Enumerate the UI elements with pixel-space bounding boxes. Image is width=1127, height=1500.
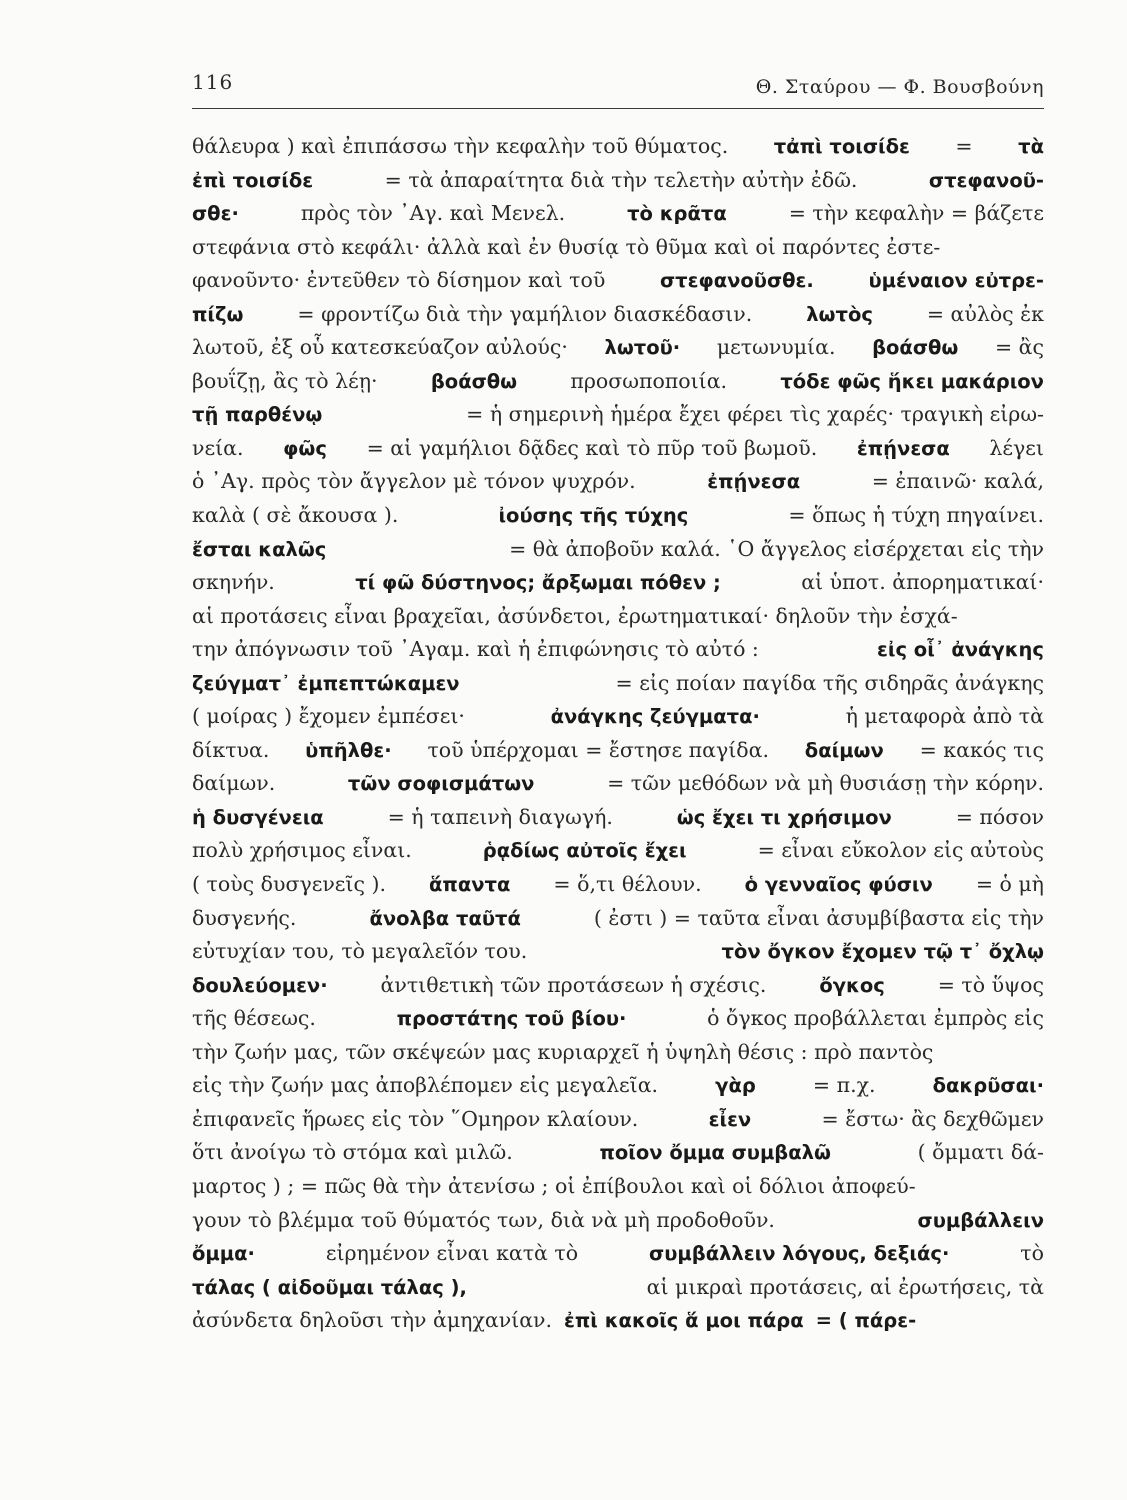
lemma-term: = ( πάρε- (815, 1309, 917, 1333)
lemma-term: γὰρ (715, 1074, 756, 1098)
gloss-text: νεία. (192, 435, 244, 460)
text-line (192, 1204, 1044, 1238)
text-line (192, 533, 1044, 567)
text-line (192, 1069, 1044, 1103)
text-line (192, 164, 1044, 198)
lemma-term: τὸ κρᾶτα (627, 202, 727, 226)
gloss-text: πρὸς τὸν ᾿Αγ. καὶ Μενελ. (300, 201, 566, 226)
text-line (192, 298, 1044, 332)
text-line (192, 1002, 1044, 1036)
gloss-text: ( μοίρας ) ἔχομεν ἐμπέσει· (192, 704, 465, 729)
text-line (192, 566, 1044, 600)
gloss-text: την ἀπόγνωσιν τοῦ ᾿Αγαμ. καὶ ἡ ἐπιφώνησις τὸ αὐτό : (192, 637, 759, 662)
lemma-term: συμβάλλειν λόγους, δεξιάς· (649, 1242, 950, 1266)
running-head: Θ. Σταύρου — Φ. Βουσβούνη (755, 76, 1044, 98)
lemma-term: ἰούσης τῆς τύχης (498, 504, 689, 528)
text-line (192, 1271, 1044, 1305)
text-line (192, 231, 1044, 265)
gloss-text: ( τοὺς δυσγενεῖς ). (192, 872, 386, 897)
lemma-term: εἰς οἷ᾽ ἀνάγκης (877, 638, 1044, 662)
text-line (192, 398, 1044, 432)
text-line (192, 197, 1044, 231)
lemma-term: εἶεν (708, 1107, 752, 1131)
lemma-term: στεφανοῦσθε. (659, 269, 814, 293)
lemma-term: δακρῦσαι· (932, 1074, 1044, 1098)
text-line (192, 331, 1044, 365)
gloss-text: τῆς θέσεως. (192, 1006, 316, 1031)
gloss-text: ὁ ὄγκος προβάλλεται ἐμπρὸς εἰς (707, 1006, 1044, 1031)
lemma-term: ἐπὶ κακοῖς ἅ μοι πάρα (564, 1309, 804, 1333)
text-line (192, 1170, 1044, 1204)
gloss-text: αἱ προτάσεις εἶναι βραχεῖαι, ἀσύνδετοι, ἐρωτηματικαί· δηλοῦν τὴν ἐσχά- (192, 603, 958, 628)
text-line (192, 767, 1044, 801)
gloss-text: ἐπιφανεῖς ἥρωες εἰς τὸν ῞Ομηρον κλαίουν. (192, 1106, 639, 1131)
lemma-term: στεφανοῦ- (928, 168, 1044, 192)
gloss-text: δυσγενής. (192, 905, 297, 930)
gloss-text: βουΐζῃ, ἂς τὸ λέῃ· (192, 368, 378, 393)
text-line (192, 868, 1044, 902)
lemma-term: προστάτης τοῦ βίου· (396, 1007, 627, 1031)
gloss-text: αἱ μικραὶ προτάσεις, αἱ ἐρωτήσεις, τὰ (646, 1274, 1044, 1299)
gloss-text: = πόσον (955, 804, 1044, 829)
gloss-text: λέγει (989, 435, 1044, 460)
gloss-text: ἀσύνδετα δηλοῦσι τὴν ἀμηχανίαν. (192, 1308, 553, 1333)
lemma-term: ὄγκος (819, 973, 885, 997)
lemma-term: ἐπῄνεσα (856, 436, 950, 460)
page-header (192, 68, 1044, 109)
gloss-text: τὸ (1020, 1241, 1044, 1266)
lemma-term: σθε· (192, 202, 239, 226)
gloss-text: φανοῦντο· ἐντεῦθεν τὸ δίσημον καὶ τοῦ (192, 268, 606, 293)
lemma-term: ποῖον ὄμμα συμβαλῶ (599, 1141, 831, 1165)
lemma-term: ἡ δυσγένεια (192, 805, 324, 829)
lemma-term: πίζω (192, 302, 244, 326)
gloss-text: = π.χ. (812, 1073, 876, 1098)
lemma-term: λωτοῦ· (604, 336, 681, 360)
lemma-term: τόδε φῶς ἥκει μακάριον (780, 369, 1044, 393)
gloss-text: = εἰς ποίαν παγίδα τῆς σιδηρᾶς ἀνάγκης (615, 670, 1044, 695)
text-line (192, 902, 1044, 936)
text-line (192, 834, 1044, 868)
gloss-text: = ἡ ταπεινὴ διαγωγή. (387, 804, 613, 829)
gloss-text: ὅτι ἀνοίγω τὸ στόμα καὶ μιλῶ. (192, 1140, 513, 1165)
text-line (192, 633, 1044, 667)
lemma-term: φῶς (283, 436, 327, 460)
text-line (192, 365, 1044, 399)
text-line (192, 667, 1044, 701)
gloss-text: αἱ ὑποτ. ἀπορηματικαί· (801, 570, 1044, 595)
lemma-term: ἄνολβα ταῦτά (369, 906, 521, 930)
gloss-text: = ὁ μὴ (975, 872, 1044, 897)
gloss-text: μαρτος ) ; = πῶς θὰ τὴν ἀτενίσω ; οἱ ἐπίβουλοι καὶ οἱ δόλιοι ἀποφεύ- (192, 1173, 916, 1198)
lemma-term: τὸν ὄγκον ἔχομεν τῷ τ᾽ ὄχλῳ (721, 940, 1044, 964)
gloss-text: = ἂς (994, 335, 1044, 360)
text-line (192, 130, 1044, 164)
text-line (192, 1304, 1044, 1338)
gloss-text: = ἐπαινῶ· καλά, (871, 469, 1044, 494)
gloss-text: σκηνήν. (192, 570, 275, 595)
lemma-term: τί φῶ δύστηνος; ἄρξωμαι πόθεν ; (355, 571, 721, 595)
text-line (192, 969, 1044, 1003)
lemma-term: συμβάλλειν (917, 1208, 1044, 1232)
text-line (192, 1136, 1044, 1170)
text-line (192, 499, 1044, 533)
lemma-term: ἅπαντα (429, 873, 511, 897)
gloss-text: δίκτυα. (192, 737, 270, 762)
gloss-text: θάλευρα ) καὶ ἐπιπάσσω τὴν κεφαλὴν τοῦ θύματος. (192, 134, 729, 158)
text-line (192, 801, 1044, 835)
gloss-text: = φροντίζω διὰ τὴν γαμήλιον διασκέδασιν. (297, 301, 753, 326)
lemma-term: βοάσθω (430, 369, 518, 393)
lemma-term: τῶν σοφισμάτων (347, 772, 535, 796)
text-line (192, 264, 1044, 298)
lemma-term: δουλεύομεν· (192, 973, 328, 997)
gloss-text: μετωνυμία. (716, 335, 836, 360)
gloss-text: ἡ μεταφορὰ ἀπὸ τὰ (845, 704, 1044, 729)
lemma-term: ῥᾳδίως αὐτοῖς ἔχει (482, 839, 687, 863)
text-line (192, 432, 1044, 466)
lemma-term: δαίμων (804, 738, 884, 762)
gloss-text: εἰς τὴν ζωήν μας ἀποβλέπομεν εἰς μεγαλεῖα. (192, 1073, 659, 1098)
text-line (192, 600, 1044, 634)
text-line (192, 1036, 1044, 1070)
gloss-text: ἀντιθετικὴ τῶν προτάσεων ἡ σχέσις. (380, 972, 767, 997)
gloss-text: καλὰ ( σὲ ἄκουσα ). (192, 503, 399, 528)
gloss-text: τοῦ ὑπέρχομαι = ἔστησε παγίδα. (427, 737, 769, 762)
lemma-term: ζεύγματ᾽ ἐμπεπτώκαμεν (192, 671, 460, 695)
text-line (192, 700, 1044, 734)
text-line (192, 935, 1044, 969)
lemma-term: ὁ γενναῖος φύσιν (744, 873, 933, 897)
gloss-text: = ὅπως ἡ τύχη πηγαίνει. (788, 503, 1044, 528)
lemma-term: τὰ (1018, 135, 1044, 158)
gloss-text: εἰρημένον εἶναι κατὰ τὸ (325, 1241, 579, 1266)
gloss-text: προσωποποιία. (570, 368, 728, 393)
text-line (192, 734, 1044, 768)
gloss-text: δαίμων. (192, 771, 276, 796)
gloss-text: = εἶναι εὔκολον εἰς αὐτοὺς (757, 838, 1044, 863)
page-number: 116 (192, 70, 234, 94)
gloss-text: ( ἐστι ) = ταῦτα εἶναι ἀσυμβίβαστα εἰς τὴν (593, 905, 1044, 930)
lemma-term: ἀνάγκης ζεύγματα· (550, 705, 760, 729)
gloss-text: = τὰ ἀπαραίτητα διὰ τὴν τελετὴν αὐτὴν ἐδῶ. (384, 167, 858, 192)
gloss-text: εὐτυχίαν του, τὸ μεγαλεῖόν του. (192, 939, 528, 964)
gloss-text: = αἱ γαμήλιοι δᾷδες καὶ τὸ πῦρ τοῦ βωμοῦ. (366, 435, 818, 460)
gloss-text: = αὐλὸς ἐκ (926, 301, 1044, 326)
text-line (192, 1237, 1044, 1271)
gloss-text: = κακός τις (919, 737, 1044, 762)
gloss-text: = τὸ ὕψος (937, 972, 1044, 997)
commentary-text (192, 130, 1044, 1338)
lemma-term: ἐπὶ τοισίδε (192, 168, 314, 192)
gloss-text: ὁ ᾿Αγ. πρὸς τὸν ἄγγελον μὲ τόνον ψυχρόν. (192, 469, 636, 494)
gloss-text: τὴν ζωήν μας, τῶν σκέψεών μας κυριαρχεῖ ἡ ὑψηλὴ θέσις : πρὸ παντὸς (192, 1039, 934, 1064)
lemma-term: ὡς ἔχει τι χρήσιμον (676, 805, 892, 829)
text-line (192, 1103, 1044, 1137)
gloss-text: ( ὄμματι δά- (917, 1140, 1044, 1165)
lemma-term: ὑπῆλθε· (305, 738, 392, 762)
lemma-term: ὄμμα· (192, 1242, 255, 1266)
text-line (192, 465, 1044, 499)
gloss-text: γουν τὸ βλέμμα τοῦ θύματός των, διὰ νὰ μὴ προδοθοῦν. (192, 1207, 775, 1232)
gloss-text: = ἡ σημερινὴ ἡμέρα ἔχει φέρει τὶς χαρές· τραγικὴ εἰρω- (466, 402, 1044, 427)
lemma-term: βοάσθω (872, 336, 959, 360)
lemma-term: ἐπῄνεσα (707, 470, 801, 494)
lemma-term: λωτὸς (806, 302, 873, 326)
gloss-text: λωτοῦ, ἐξ οὗ κατεσκεύαζον αὐλούς· (192, 335, 568, 360)
lemma-term: ὑμέναιον εὐτρε- (868, 269, 1044, 293)
gloss-text: = ὅ,τι θέλουν. (553, 872, 702, 897)
gloss-text: πολὺ χρήσιμος εἶναι. (192, 838, 412, 863)
gloss-text: = τὴν κεφαλὴν = βάζετε (788, 201, 1044, 226)
gloss-text: στεφάνια στὸ κεφάλι· ἀλλὰ καὶ ἐν θυσίᾳ τὸ θῦμα καὶ οἱ παρόντες ἐστε- (192, 234, 941, 259)
gloss-text: = (955, 134, 973, 158)
lemma-term: ἔσται καλῶς (192, 537, 327, 561)
lemma-term: τάλας ( αἰδοῦμαι τάλας ), (192, 1275, 467, 1299)
gloss-text: = θὰ ἀποβοῦν καλά. ῾Ο ἄγγελος εἰσέρχεται εἰς τὴν (509, 536, 1044, 561)
gloss-text: = τῶν μεθόδων νὰ μὴ θυσιάσῃ τὴν κόρην. (607, 771, 1044, 796)
lemma-term: τἀπὶ τοισίδε (773, 135, 910, 158)
lemma-term: τῇ παρθένῳ (192, 403, 323, 427)
gloss-text: = ἔστω· ἂς δεχθῶμεν (821, 1106, 1044, 1131)
